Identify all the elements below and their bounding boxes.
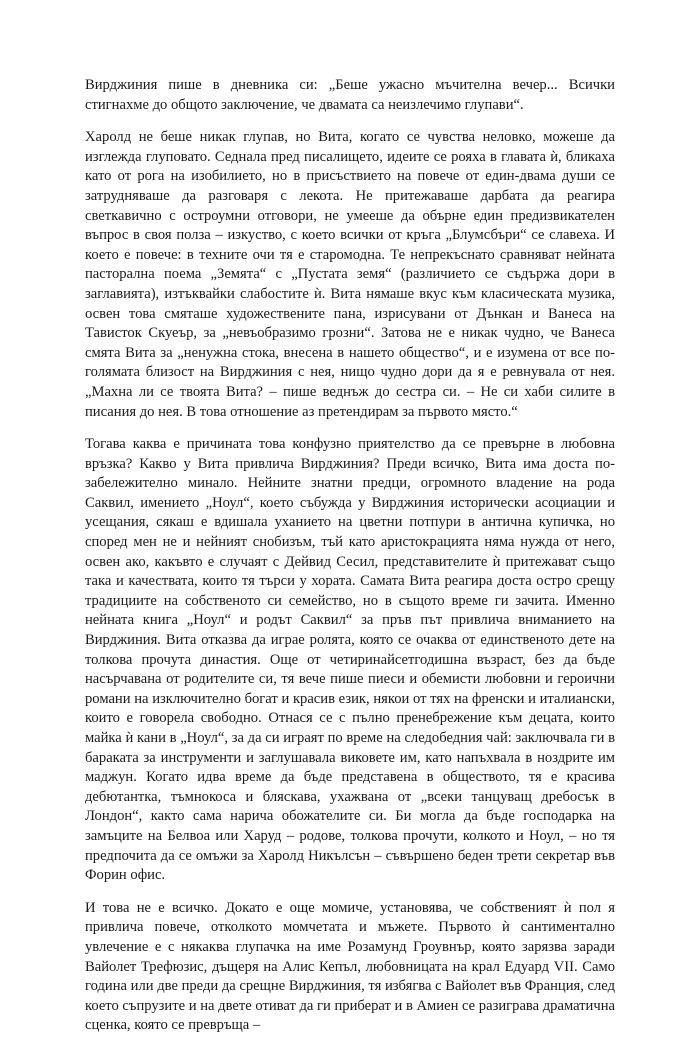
document-page bbox=[85, 76, 615, 1049]
paragraph-4: И това не е всичко. Докато е още момиче, установява, че собственият ѝ пол я привлича повече, отколкото момчетата и мъжете. Първото ѝ сантиментално увлечение е с някаква глупачка на име Розамунд Гроувнър, която зарязва заради Вайолет Трефюзис, дъщеря на Алис Кепъл, любовницата на крал Едуард VII. Само година или две преди да срещне Вирджиния, тя избягва с Вайолет във Франция, след което съпрузите и на двете отиват да ги приберат и в Амиен се разиграва драматична сценка, която се превръща – bbox=[85, 899, 615, 1034]
paragraph-2: Харолд не беше никак глупав, но Вита, когато се чувства неловко, можеше да изглежда глуповато. Седнала пред писалището, идеите се рояха в главата ѝ, бликаха като от рога на изобилието, но в присъствието на повече от един-двама души се затрудняваше да разговаря с лекота. Не притежаваше дарбата да реагира светкавично с остроумни отговори, не умееше да обърне един предизвикателен въпрос в своя полза – изкуство, с което всички от кръга „Блумсбъри“ се славеха. И което е повече: в техните очи тя е старомодна. Те непрекъснато сравняват нейната пасторална поема „Земята“ с „Пустата земя“ (различието се съдържа дори в заглавията), изтъквайки слабостите ѝ. Вита нямаше вкус към класическата музика, освен това смяташе художествените пана, изрисувани от Дънкан и Ванеса на Тависток Скуеър, за „невъобразимо грозни“. Затова не е никак чудно, че Ванеса смята Вита за „ненужна стока, внесена в нашето общество“, и е изумена от все по-голямата близост на Вирджиния с нея, нищо чудно дори да я е ревнувала от нея. „Махна ли се твоята Вита? – пише веднъж до сестра си. – Не си хаби силите в писания до нея. В това отношение аз претендирам за първото място.“ bbox=[85, 129, 615, 420]
paragraph-3: Тогава каква е причината това конфузно приятелство да се превърне в любовна връзка? Какво у Вита привлича Вирджиния? Преди всичко, Вита има доста по-забележително минало. Нейните знатни предци, огромното владение на рода Саквил, имението „Ноул“, което събужда у Вирджиния исторически асоциации и усещания, сякаш е вдишала уханието на цветни потпури в антична купичка, но според мен не и нейният снобизъм, тъй като аристокрацията няма нужда от него, освен ако, какъвто е случаят с Дейвид Сесил, представителите ѝ притежават също така и качествата, които тя търси у хората. Самата Вита реагира доста остро срещу традициите на собственото си семейство, но в същото време ги зачита. Именно нейната книга „Ноул“ и родът Саквил“ за пръв път привлича вниманието на Вирджиния. Вита отказва да играе ролята, която се очаква от единственото дете на толкова прочута династия. Още от четиринайсетгодишна възраст, без да бъде насърчавана от родителите си, тя вече пише пиеси и обемисти любовни и героични романи на изключително богат и красив език, някои от тях на френски и италиански, които е говорела свободно. Отнася се с пълно пренебрежение към децата, които майка ѝ кани в „Ноул“, за да си играят по време на следобедния чай: заключвала ги в бараката за инструменти и заглушавала виковете им, като напъхвала в ноздрите им маджун. Когато идва време да бъде представена в обществото, тя е красива дебютантка, тъмнокоса и бляскава, ухажвана от „всеки танцуващ дребосък в Лондон“, както сама нарича обожателите си. Би могла да бъде господарка на замъците на Белвоа или Харуд – родове, толкова прочути, колкото и Ноул, – но тя предпочита да се омъжи за Харолд Никълсън – съвършено беден трети секретар във Форин офис. bbox=[85, 436, 615, 884]
paragraph-1: Вирджиния пише в дневника си: „Беше ужасно мъчителна вечер... Всички стигнахме до общото заключение, че двамата са неизлечимо глупави“. bbox=[85, 77, 615, 113]
